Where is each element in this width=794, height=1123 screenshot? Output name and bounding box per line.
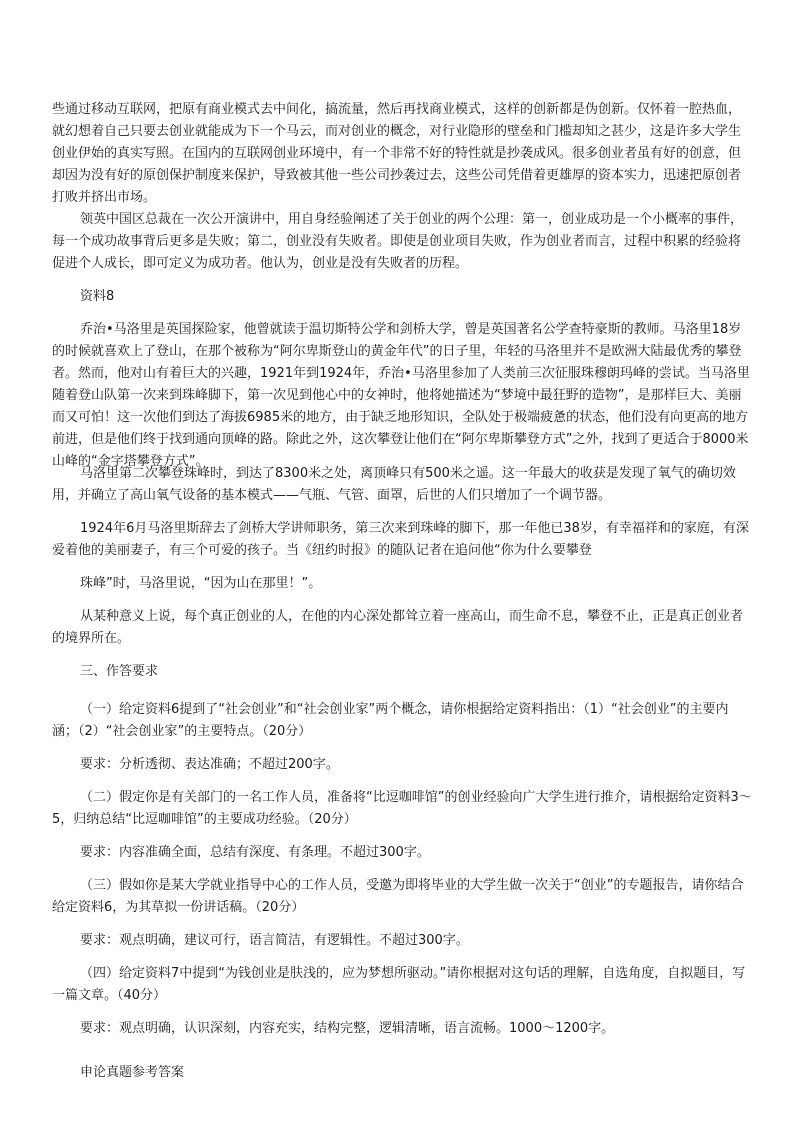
question-1-requirement: 要求：分析透彻、表达准确；不超过200字。 bbox=[80, 757, 339, 772]
paragraph-mallory-5: 从某种意义上说，每个真正创业的人，在他的内心深处都耸立着一座高山，而生命不息，攀登不止，正是真正创业者的境界所在。 bbox=[52, 609, 744, 646]
paragraph-mallory-4: 珠峰”时，马洛里说，“因为山在那里！”。 bbox=[80, 576, 322, 591]
question-2: （二）假定你是有关部门的一名工作人员，准备将“比逗咖啡馆”的创业经验向广大学生进行推介，请根据给定资料3～5，归纳总结“比逗咖啡馆”的主要成功经验。（20分） bbox=[52, 790, 752, 827]
question-4-requirement: 要求：观点明确，认识深刻，内容充实，结构完整，逻辑清晰，语言流畅。1000～1200字。 bbox=[80, 1021, 615, 1036]
question-2-requirement: 要求：内容准确全面，总结有深度、有条理。不超过300字。 bbox=[80, 845, 430, 860]
question-3-requirement: 要求：观点明确，建议可行，语言简洁，有逻辑性。不超过300字。 bbox=[80, 933, 469, 948]
label-material-8: 资料8 bbox=[80, 289, 115, 304]
paragraph-mallory-2: 马洛里第二次攀登珠峰时，到达了8300米之处，离顶峰只有500米之遥。这一年最大的收获是发现了氧气的确切效用，并确立了高山氧气设备的基本模式——气瓶、气管、面罩，后世的人们只增加了一个调节器。 bbox=[52, 466, 736, 503]
question-3: （三）假如你是某大学就业指导中心的工作人员，受邀为即将毕业的大学生做一次关于“创业”的专题报告，请你结合给定资料6，为其草拟一份讲话稿。（20分） bbox=[52, 878, 744, 915]
heading-reference-answers: 申论真题参考答案 bbox=[80, 1065, 185, 1080]
question-4: （四）给定资料7中提到“为钱创业是肤浅的，应为梦想所驱动。”请你根据对这句话的理解，自选角度，自拟题目，写一篇文章。（40分） bbox=[52, 966, 746, 1003]
question-1: （一）给定资料6提到了“社会创业”和“社会创业家”两个概念，请你根据给定资料指出：（1）“社会创业”的主要内涵；（2）“社会创业家”的主要特点。（20分） bbox=[52, 702, 729, 739]
section-title-requirements: 三、作答要求 bbox=[80, 664, 159, 679]
paragraph-intro: 些通过移动互联网，把原有商业模式去中间化，搞流量，然后再找商业模式，这样的创新都是伪创新。仅怀着一腔热血，就幻想着自己只要去创业就能成为下一个马云，而对创业的概念，对行业隐形的壁垒和门槛却知之甚少，这是许多大学生创业伊始的真实写照。在国内的互联网创业环境中，有一个非常不好的特性就是抄袭成风。很多创业者虽有好的创意，但却因为没有好的原创保护制度来保护，导致被其他一些公司抄袭过去，这些公司凭借着更雄厚的资本实力，迅速把原创者打败并挤出市场。 bbox=[52, 102, 742, 205]
paragraph-mallory-3: 1924年6月马洛里斯辞去了剑桥大学讲师职务，第三次来到珠峰的脚下，那一年他已38岁，有幸福祥和的家庭，有深爱着他的美丽妻子，有三个可爱的孩子。当《纽约时报》的随队记者在追问他“你为什么要攀登 bbox=[52, 521, 749, 558]
paragraph-linkedin: 领英中国区总裁在一次公开演讲中，用自身经验阐述了关于创业的两个公理：第一，创业成功是一个小概率的事件，每一个成功故事背后更多是失败；第二，创业没有失败者。即使是创业项目失败，作为创业者而言，过程中积累的经验将促进个人成长，即可定义为成功者。他认为，创业是没有失败者的历程。 bbox=[52, 212, 744, 271]
paragraph-mallory-1: 乔治•马洛里是英国探险家，他曾就读于温切斯特公学和剑桥大学，曾是英国著名公学查特豪斯的教师。马洛里18岁的时候就喜欢上了登山，在那个被称为“阿尔卑斯登山的黄金年代”的日子里，年轻的马洛里并不是欧洲大陆最优秀的攀登者。然而，他对山有着巨大的兴趣，1921年到1924年，乔治•马洛里参加了人类前三次征服珠穆朗玛峰的尝试。当马洛里随着登山队第一次来到珠峰脚下，第一次见到他心中的女神时，他将她描述为“梦境中最狂野的造物”，是那样巨大、美丽而又可怕！这一次他们到达了海拔6985米的地方，由于缺乏地形知识，全队处于极端疲惫的状态，他们没有向更高的地方前进，但是他们终于找到通向顶峰的路。除此之外，这次攀登让他们在“阿尔卑斯攀登方式”之外，找到了更适合于8000米山峰的“金字塔攀登方式”。 bbox=[52, 322, 750, 469]
